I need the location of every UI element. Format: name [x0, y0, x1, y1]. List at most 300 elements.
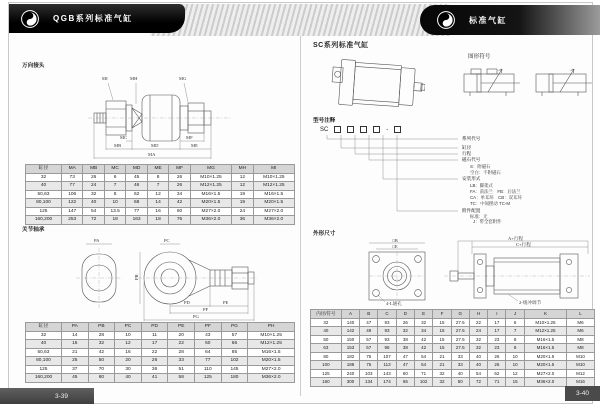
front-view-drawing: [355, 238, 440, 306]
table-cell: 32: [83, 190, 104, 199]
table-cell: 125: [26, 365, 62, 374]
column-header: J: [506, 310, 524, 319]
table-row: [311, 344, 595, 353]
table-cell: 34: [169, 190, 190, 199]
table-cell: 13.5: [104, 207, 125, 216]
table-row: [26, 173, 295, 182]
table-cell: 71: [488, 378, 506, 387]
callout-magnet-sub: S：附磁石: [470, 164, 491, 169]
table-cell: 106: [61, 190, 82, 199]
table-cell: 150: [341, 335, 359, 344]
table-cell: 32: [26, 173, 62, 182]
table-cell: 38: [396, 335, 414, 344]
table-row: [26, 365, 295, 374]
column-header: PD: [141, 323, 168, 332]
table-cell: 26: [141, 357, 168, 366]
table-cell: 57: [221, 331, 248, 340]
table-cell: 18: [104, 216, 125, 225]
table-cell: 100: [311, 361, 342, 370]
table-row: [26, 199, 295, 208]
table-row: [311, 361, 595, 370]
brand-logo-icon: [20, 9, 40, 29]
table-cell: 26: [169, 182, 190, 191]
table-cell: 27.5: [451, 318, 469, 327]
table-cell: 43: [195, 331, 222, 340]
table-cell: 36: [232, 216, 254, 225]
svg-text:□B: □B: [392, 238, 398, 243]
table-cell: 57: [360, 344, 378, 353]
column-header: PG: [221, 323, 248, 332]
page-number-text: 3-39: [54, 392, 68, 400]
table-cell: 142: [341, 327, 359, 336]
table-cell: 10: [104, 199, 125, 208]
table-cell: 14: [147, 199, 168, 208]
table-cell: 85: [221, 348, 248, 357]
table-cell: 12: [147, 190, 168, 199]
model-section-label: 型号注释: [313, 118, 336, 124]
table-cell: 12: [232, 182, 254, 191]
right-page-number: [565, 386, 600, 401]
svg-text:PE: PE: [223, 300, 229, 305]
table-cell: 40: [469, 352, 487, 361]
table-cell: 145: [221, 365, 248, 374]
column-header: PC: [115, 323, 142, 332]
table-cell: 21: [433, 352, 451, 361]
table-cell: 50,63: [26, 190, 62, 199]
table-cell: 71: [415, 369, 433, 378]
table-cell: 47: [360, 318, 378, 327]
table-cell: 32: [433, 378, 451, 387]
table-cell: 54: [469, 369, 487, 378]
svg-text:PA: PA: [94, 238, 100, 243]
table-cell: 6: [104, 173, 125, 182]
table-cell: M20×1.5: [190, 199, 231, 208]
table-cell: 32: [26, 331, 62, 340]
callout-accessory: 附件配置: [462, 208, 481, 213]
svg-text:4-L通孔: 4-L通孔: [386, 301, 402, 306]
table-cell: 125: [26, 207, 62, 216]
table-cell: 10: [115, 331, 142, 340]
table-cell: 30: [115, 365, 142, 374]
table-cell: M12×1.25: [248, 340, 295, 349]
table-cell: 58: [168, 374, 195, 383]
table-cell: 160,200: [26, 216, 62, 225]
table-cell: 17: [488, 318, 506, 327]
table-cell: 47: [396, 361, 414, 370]
table-cell: 24: [83, 182, 104, 191]
table-cell: 113: [378, 361, 396, 370]
table-cell: 26: [488, 352, 506, 361]
joint-bearing-drawing: [58, 232, 262, 324]
table-cell: 80,100: [26, 199, 62, 208]
table-cell: 34: [415, 327, 433, 336]
table-cell: M10×1.25: [190, 173, 231, 182]
table-row: [26, 374, 295, 383]
table-cell: 15: [433, 344, 451, 353]
table-cell: 49: [360, 327, 378, 336]
column-header: PB: [88, 323, 115, 332]
table-cell: M12×1.25: [190, 182, 231, 191]
table-cell: M27×2.0: [248, 365, 295, 374]
table-cell: 180: [221, 374, 248, 383]
table-cell: 107: [378, 352, 396, 361]
svg-text:PC: PC: [164, 238, 170, 243]
table-cell: 17: [488, 327, 506, 336]
table-cell: 26: [396, 318, 414, 327]
callout-mounting-sub: LB：脚架式: [470, 183, 493, 188]
svg-text:MI: MI: [102, 76, 108, 81]
brand-logo-icon: [436, 10, 456, 30]
table-cell: 64: [195, 348, 222, 357]
universal-joint-table: [25, 164, 295, 225]
table-cell: 40: [451, 369, 469, 378]
table-cell: 12: [232, 173, 254, 182]
table-cell: M16: [567, 378, 595, 387]
table-cell: 25: [61, 357, 88, 366]
table-cell: 32: [415, 318, 433, 327]
model-callout-lines: [320, 134, 595, 229]
table-cell: 19: [232, 199, 254, 208]
column-header: PE: [168, 323, 195, 332]
column-header: H: [469, 310, 487, 319]
table-cell: 10: [506, 361, 524, 370]
table-cell: 22: [141, 348, 168, 357]
table-cell: M6: [567, 318, 595, 327]
table-cell: 42: [88, 348, 115, 357]
table-cell: 32: [311, 318, 342, 327]
column-header: F: [433, 310, 451, 319]
svg-text:MF: MF: [186, 135, 193, 140]
table-cell: 32: [88, 340, 115, 349]
table-cell: 160,200: [26, 374, 62, 383]
table-cell: 45: [126, 173, 147, 182]
callout-accessory-sub: 标准：无: [470, 214, 488, 219]
table-cell: 77: [126, 207, 147, 216]
table-cell: M10: [567, 352, 595, 361]
column-header: MD: [126, 165, 147, 174]
table-cell: 76: [169, 216, 190, 225]
column-header: 缸径: [26, 165, 62, 174]
table-cell: 32: [469, 335, 487, 344]
table-cell: M27×2.0: [524, 369, 566, 378]
column-header: G: [451, 310, 469, 319]
table-cell: 240: [341, 369, 359, 378]
table-cell: 54: [415, 361, 433, 370]
table-cell: M20×1.5: [253, 199, 294, 208]
table-cell: 22: [168, 340, 195, 349]
table-cell: 38: [396, 344, 414, 353]
model-code-box: [373, 126, 380, 133]
table-row: [26, 348, 295, 357]
table-cell: 75: [360, 361, 378, 370]
table-cell: 57: [360, 335, 378, 344]
table-cell: 42: [415, 344, 433, 353]
table-cell: 23: [488, 344, 506, 353]
table-cell: 122: [61, 199, 82, 208]
table-cell: M16×1.5: [524, 344, 566, 353]
svg-text:PB: PB: [134, 274, 139, 280]
table-row: [26, 207, 295, 216]
table-cell: 40: [469, 361, 487, 370]
table-row: [26, 216, 295, 225]
table-cell: M16×1.5: [253, 190, 294, 199]
table-cell: 26: [169, 173, 190, 182]
table-cell: M27×2.0: [190, 207, 231, 216]
svg-text:□E: □E: [392, 244, 398, 249]
table-cell: 40: [115, 374, 142, 383]
joint-bearing-table: [25, 322, 295, 383]
table-cell: 15: [433, 318, 451, 327]
table-row: [26, 182, 295, 191]
table-cell: 50,63: [26, 348, 62, 357]
table-cell: 7: [104, 182, 125, 191]
table-cell: 66: [221, 340, 248, 349]
column-header: MC: [104, 165, 125, 174]
column-header: D: [396, 310, 414, 319]
pneumatic-symbol-1: [460, 62, 526, 98]
table-cell: 15: [433, 327, 451, 336]
table-cell: M36×2.0: [524, 378, 566, 387]
column-header: C: [378, 310, 396, 319]
callout-mounting-sub: CA：单耳环 CB：双耳环: [470, 195, 522, 200]
svg-text:PG: PG: [193, 314, 199, 319]
table-cell: M36×2.0: [253, 216, 294, 225]
table-cell: 12: [115, 340, 142, 349]
dimensions-section-label: 外形尺寸: [313, 231, 336, 237]
table-cell: 15: [506, 378, 524, 387]
table-cell: 51: [168, 365, 195, 374]
model-code-box: [334, 126, 341, 133]
svg-text:MG: MG: [179, 76, 187, 81]
table-cell: M16×1.5: [524, 335, 566, 344]
column-header: K: [524, 310, 566, 319]
series-title: SC系列标准气缸: [313, 42, 369, 49]
joint-bearing-label: 关节轴承: [22, 227, 45, 233]
table-cell: 33: [451, 361, 469, 370]
table-cell: 32: [433, 369, 451, 378]
table-row: [26, 357, 295, 366]
left-page-title: QGB系列标准气缸: [53, 14, 133, 23]
table-cell: 160: [311, 378, 342, 387]
model-code-box: [394, 126, 401, 133]
table-cell: 153: [341, 344, 359, 353]
table-cell: 62: [488, 369, 506, 378]
universal-joint-drawing: [80, 70, 240, 162]
column-header: L: [567, 310, 595, 319]
table-cell: 75: [360, 352, 378, 361]
table-cell: 40: [26, 182, 62, 191]
table-cell: 17: [141, 340, 168, 349]
svg-text:PF: PF: [203, 307, 209, 312]
table-cell: M12×1.25: [253, 182, 294, 191]
svg-text:MH: MH: [130, 76, 138, 81]
outline-dimensions-table: [310, 309, 595, 387]
table-cell: M36×2.0: [248, 374, 295, 383]
table-cell: 12: [506, 369, 524, 378]
table-cell: 188: [341, 361, 359, 370]
column-header: B: [360, 310, 378, 319]
table-cell: 45: [61, 374, 88, 383]
table-cell: M16×1.5: [190, 190, 231, 199]
column-header: 内径/符号: [311, 310, 342, 319]
column-header: E: [415, 310, 433, 319]
table-cell: 21: [61, 348, 88, 357]
column-header: PH: [248, 323, 295, 332]
table-cell: 63: [311, 344, 342, 353]
column-header: 缸径: [26, 323, 62, 332]
table-cell: M20×1.5: [524, 352, 566, 361]
table-cell: 26: [83, 173, 104, 182]
table-cell: 77: [61, 182, 82, 191]
callout-mounting-sub: FA：前法兰 FB：后法兰: [470, 189, 521, 194]
table-cell: 60: [169, 207, 190, 216]
table-cell: 60: [396, 369, 414, 378]
column-header: MI: [253, 165, 294, 174]
model-code-box: [360, 126, 367, 133]
column-header: MH: [232, 165, 254, 174]
table-cell: 19: [232, 190, 254, 199]
svg-text:2-缓冲调节: 2-缓冲调节: [519, 300, 542, 305]
table-cell: 93: [378, 327, 396, 336]
table-cell: M10×1.25: [253, 173, 294, 182]
table-cell: 26: [488, 361, 506, 370]
table-cell: 15: [433, 335, 451, 344]
table-cell: 103: [360, 369, 378, 378]
table-cell: 174: [378, 378, 396, 387]
model-code-box: [347, 126, 354, 133]
table-cell: 20: [168, 331, 195, 340]
svg-text:MD: MD: [151, 143, 159, 148]
table-cell: 16: [61, 340, 88, 349]
table-cell: 72: [83, 216, 104, 225]
table-cell: 73: [61, 173, 82, 182]
table-cell: 27.5: [451, 344, 469, 353]
table-cell: M16×1.5: [248, 348, 295, 357]
table-cell: 8: [147, 173, 168, 182]
table-row: [26, 331, 295, 340]
table-cell: 28: [168, 348, 195, 357]
table-cell: 143: [378, 369, 396, 378]
table-cell: 77: [195, 357, 222, 366]
table-cell: 7: [147, 182, 168, 191]
table-cell: 20: [115, 357, 142, 366]
table-cell: 46: [126, 182, 147, 191]
svg-text:MB: MB: [114, 143, 122, 148]
table-cell: 54: [415, 352, 433, 361]
table-cell: 33: [451, 352, 469, 361]
svg-text:ME: ME: [191, 143, 198, 148]
table-cell: 68: [126, 199, 147, 208]
table-cell: 16: [115, 348, 142, 357]
table-cell: M27×2.0: [253, 207, 294, 216]
table-cell: 40: [83, 199, 104, 208]
side-view-drawing: [438, 236, 595, 306]
column-header: MF: [169, 165, 190, 174]
column-header: MG: [190, 165, 231, 174]
header-stripe-band: [150, 4, 450, 36]
table-cell: 102: [415, 378, 433, 387]
table-cell: 70: [88, 365, 115, 374]
table-cell: 72: [469, 378, 487, 387]
table-row: [311, 327, 595, 336]
table-cell: 33: [168, 357, 195, 366]
table-cell: 24: [232, 207, 254, 216]
table-cell: M12: [567, 369, 595, 378]
table-cell: 32: [396, 327, 414, 336]
symbol-section-label: 图形符号: [468, 54, 491, 60]
table-cell: M10×1.25: [248, 331, 295, 340]
table-cell: 10: [506, 352, 524, 361]
table-row: [311, 335, 595, 344]
table-cell: 36: [141, 365, 168, 374]
table-cell: 8: [506, 335, 524, 344]
table-cell: 140: [341, 318, 359, 327]
table-cell: 125: [195, 374, 222, 383]
table-cell: 40: [311, 327, 342, 336]
left-page-number: [0, 388, 94, 404]
table-cell: 102: [221, 357, 248, 366]
table-cell: 23: [488, 335, 506, 344]
table-cell: 147: [61, 207, 82, 216]
table-cell: 65: [396, 378, 414, 387]
table-row: [311, 318, 595, 327]
table-cell: M20×1.5: [524, 361, 566, 370]
table-cell: 18: [147, 216, 168, 225]
model-dash: -: [386, 126, 389, 133]
table-cell: 134: [360, 378, 378, 387]
callout-mounting-sub: TC：中间摆动 TC-M: [470, 201, 510, 206]
table-row: [26, 190, 295, 199]
table-cell: 14: [61, 331, 88, 340]
page-number-text: 3-40: [575, 390, 589, 397]
table-cell: 93: [378, 335, 396, 344]
table-cell: 40: [26, 340, 62, 349]
page-divider: [300, 36, 301, 396]
table-cell: M6: [567, 327, 595, 336]
callout-magnet-sub: 空白：不附磁石: [470, 170, 501, 175]
right-page-header: [420, 5, 600, 35]
table-cell: 50: [195, 340, 222, 349]
svg-text:C+行程: C+行程: [516, 242, 531, 247]
left-page-header: [9, 4, 185, 33]
column-header: MA: [61, 165, 82, 174]
table-cell: 253: [61, 216, 82, 225]
table-cell: 42: [169, 199, 190, 208]
callout-magnet-code: 磁石代号: [462, 157, 481, 162]
svg-text:MA: MA: [148, 152, 156, 157]
svg-text:PD: PD: [184, 300, 190, 305]
table-cell: 41: [141, 374, 168, 383]
table-cell: 22: [469, 318, 487, 327]
table-cell: M10: [567, 361, 595, 370]
table-cell: 125: [311, 369, 342, 378]
table-row: [311, 378, 595, 387]
svg-text:A+行程: A+行程: [508, 236, 524, 241]
callout-mounting-type: 安装形式: [462, 176, 481, 181]
callout-series-code: 系列代号: [462, 136, 481, 141]
table-cell: M12×1.25: [524, 327, 566, 336]
table-cell: 24: [469, 327, 487, 336]
table-cell: 50: [311, 335, 342, 344]
table-cell: 80: [311, 352, 342, 361]
table-row: [311, 352, 595, 361]
table-cell: M10×1.25: [524, 318, 566, 327]
table-cell: 163: [126, 216, 147, 225]
table-cell: 47: [396, 352, 414, 361]
table-cell: 8: [104, 190, 125, 199]
table-cell: 37: [61, 365, 88, 374]
cylinder-photo: [330, 57, 425, 113]
